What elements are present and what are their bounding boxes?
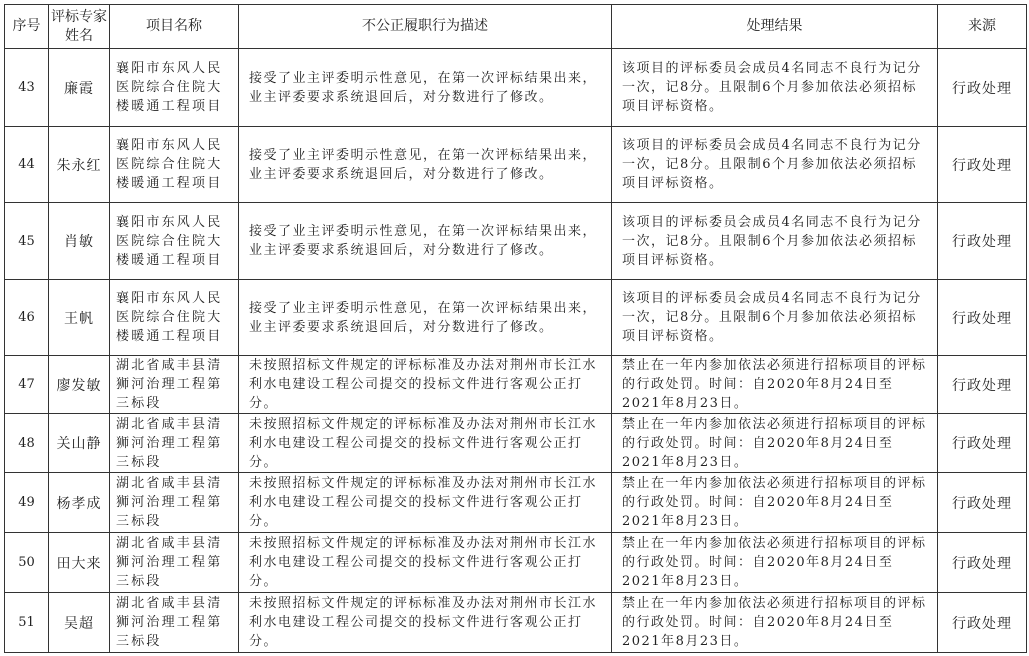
misconduct-description-cell: 接受了业主评委明示性意见，在第一次评标结果出来，业主评委要求系统退回后，对分数进行了修改。 — [239, 127, 612, 203]
handling-result-cell: 该项目的评标委员会成员4名同志不良行为记分一次，记8分。且限制6个月参加依法必须招标项目评标资格。 — [612, 280, 938, 356]
project-name-cell: 湖北省咸丰县清狮河治理工程第三标段 — [110, 356, 239, 414]
source-cell: 行政处理 — [938, 356, 1027, 414]
header-project-name: 项目名称 — [110, 5, 239, 49]
table-row — [5, 533, 1027, 593]
source-cell: 行政处理 — [938, 533, 1027, 593]
table-row — [5, 127, 1027, 203]
row-number-cell: 45 — [5, 203, 49, 280]
row-number-cell: 44 — [5, 127, 49, 203]
handling-result-cell: 禁止在一年内参加依法必须进行招标项目的评标的行政处罚。时间：自2020年8月24日至2021年8月23日。 — [612, 473, 938, 533]
handling-result-cell: 禁止在一年内参加依法必须进行招标项目的评标的行政处罚。时间：自2020年8月24日至2021年8月23日。 — [612, 533, 938, 593]
project-name-cell: 襄阳市东风人民医院综合住院大楼暖通工程项目 — [110, 127, 239, 203]
project-name-cell: 襄阳市东风人民医院综合住院大楼暖通工程项目 — [110, 280, 239, 356]
table-row — [5, 49, 1027, 127]
header-result: 处理结果 — [612, 5, 938, 49]
project-name-cell: 湖北省咸丰县清狮河治理工程第三标段 — [110, 414, 239, 473]
table-row — [5, 280, 1027, 356]
misconduct-description-cell: 未按照招标文件规定的评标标准及办法对荆州市长江水利水电建设工程公司提交的投标文件进行客观公正打分。 — [239, 356, 612, 414]
project-name-cell: 湖北省咸丰县清狮河治理工程第三标段 — [110, 473, 239, 533]
handling-result-cell: 该项目的评标委员会成员4名同志不良行为记分一次，记8分。且限制6个月参加依法必须招标项目评标资格。 — [612, 127, 938, 203]
expert-name-cell: 关山静 — [49, 414, 110, 473]
table-row — [5, 356, 1027, 414]
penalty-table — [4, 4, 1027, 653]
row-number-cell: 49 — [5, 473, 49, 533]
expert-name-cell: 田大来 — [49, 533, 110, 593]
header-description: 不公正履职行为描述 — [239, 5, 612, 49]
header-no: 序号 — [5, 5, 49, 49]
misconduct-description-cell: 接受了业主评委明示性意见，在第一次评标结果出来，业主评委要求系统退回后，对分数进行了修改。 — [239, 203, 612, 280]
expert-name-cell: 杨孝成 — [49, 473, 110, 533]
row-number-cell: 50 — [5, 533, 49, 593]
project-name-cell: 襄阳市东风人民医院综合住院大楼暖通工程项目 — [110, 203, 239, 280]
handling-result-cell: 该项目的评标委员会成员4名同志不良行为记分一次，记8分。且限制6个月参加依法必须招标项目评标资格。 — [612, 203, 938, 280]
misconduct-description-cell: 接受了业主评委明示性意见，在第一次评标结果出来，业主评委要求系统退回后，对分数进行了修改。 — [239, 49, 612, 127]
row-number-cell: 46 — [5, 280, 49, 356]
header-row — [5, 5, 1027, 49]
project-name-cell: 襄阳市东风人民医院综合住院大楼暖通工程项目 — [110, 49, 239, 127]
expert-name-cell: 廖发敏 — [49, 356, 110, 414]
expert-name-cell: 王帆 — [49, 280, 110, 356]
source-cell: 行政处理 — [938, 49, 1027, 127]
header-expert-name: 评标专家姓名 — [49, 5, 110, 49]
handling-result-cell: 禁止在一年内参加依法必须进行招标项目的评标的行政处罚。时间：自2020年8月24日至2021年8月23日。 — [612, 593, 938, 653]
expert-name-cell: 吴超 — [49, 593, 110, 653]
source-cell: 行政处理 — [938, 593, 1027, 653]
table-row — [5, 414, 1027, 473]
source-cell: 行政处理 — [938, 414, 1027, 473]
expert-name-cell: 朱永红 — [49, 127, 110, 203]
row-number-cell: 47 — [5, 356, 49, 414]
source-cell: 行政处理 — [938, 280, 1027, 356]
source-cell: 行政处理 — [938, 203, 1027, 280]
table-row — [5, 473, 1027, 533]
expert-name-cell: 廉霞 — [49, 49, 110, 127]
source-cell: 行政处理 — [938, 127, 1027, 203]
misconduct-description-cell: 未按照招标文件规定的评标标准及办法对荆州市长江水利水电建设工程公司提交的投标文件进行客观公正打分。 — [239, 473, 612, 533]
misconduct-description-cell: 未按照招标文件规定的评标标准及办法对荆州市长江水利水电建设工程公司提交的投标文件进行客观公正打分。 — [239, 593, 612, 653]
handling-result-cell: 禁止在一年内参加依法必须进行招标项目的评标的行政处罚。时间：自2020年8月24日至2021年8月23日。 — [612, 356, 938, 414]
misconduct-description-cell: 未按照招标文件规定的评标标准及办法对荆州市长江水利水电建设工程公司提交的投标文件进行客观公正打分。 — [239, 414, 612, 473]
table-row — [5, 203, 1027, 280]
header-source: 来源 — [938, 5, 1027, 49]
table-row — [5, 593, 1027, 653]
row-number-cell: 51 — [5, 593, 49, 653]
row-number-cell: 43 — [5, 49, 49, 127]
misconduct-description-cell: 未按照招标文件规定的评标标准及办法对荆州市长江水利水电建设工程公司提交的投标文件进行客观公正打分。 — [239, 533, 612, 593]
misconduct-description-cell: 接受了业主评委明示性意见，在第一次评标结果出来，业主评委要求系统退回后，对分数进行了修改。 — [239, 280, 612, 356]
handling-result-cell: 该项目的评标委员会成员4名同志不良行为记分一次，记8分。且限制6个月参加依法必须招标项目评标资格。 — [612, 49, 938, 127]
project-name-cell: 湖北省咸丰县清狮河治理工程第三标段 — [110, 593, 239, 653]
handling-result-cell: 禁止在一年内参加依法必须进行招标项目的评标的行政处罚。时间：自2020年8月24日至2021年8月23日。 — [612, 414, 938, 473]
expert-name-cell: 肖敏 — [49, 203, 110, 280]
source-cell: 行政处理 — [938, 473, 1027, 533]
project-name-cell: 湖北省咸丰县清狮河治理工程第三标段 — [110, 533, 239, 593]
row-number-cell: 48 — [5, 414, 49, 473]
